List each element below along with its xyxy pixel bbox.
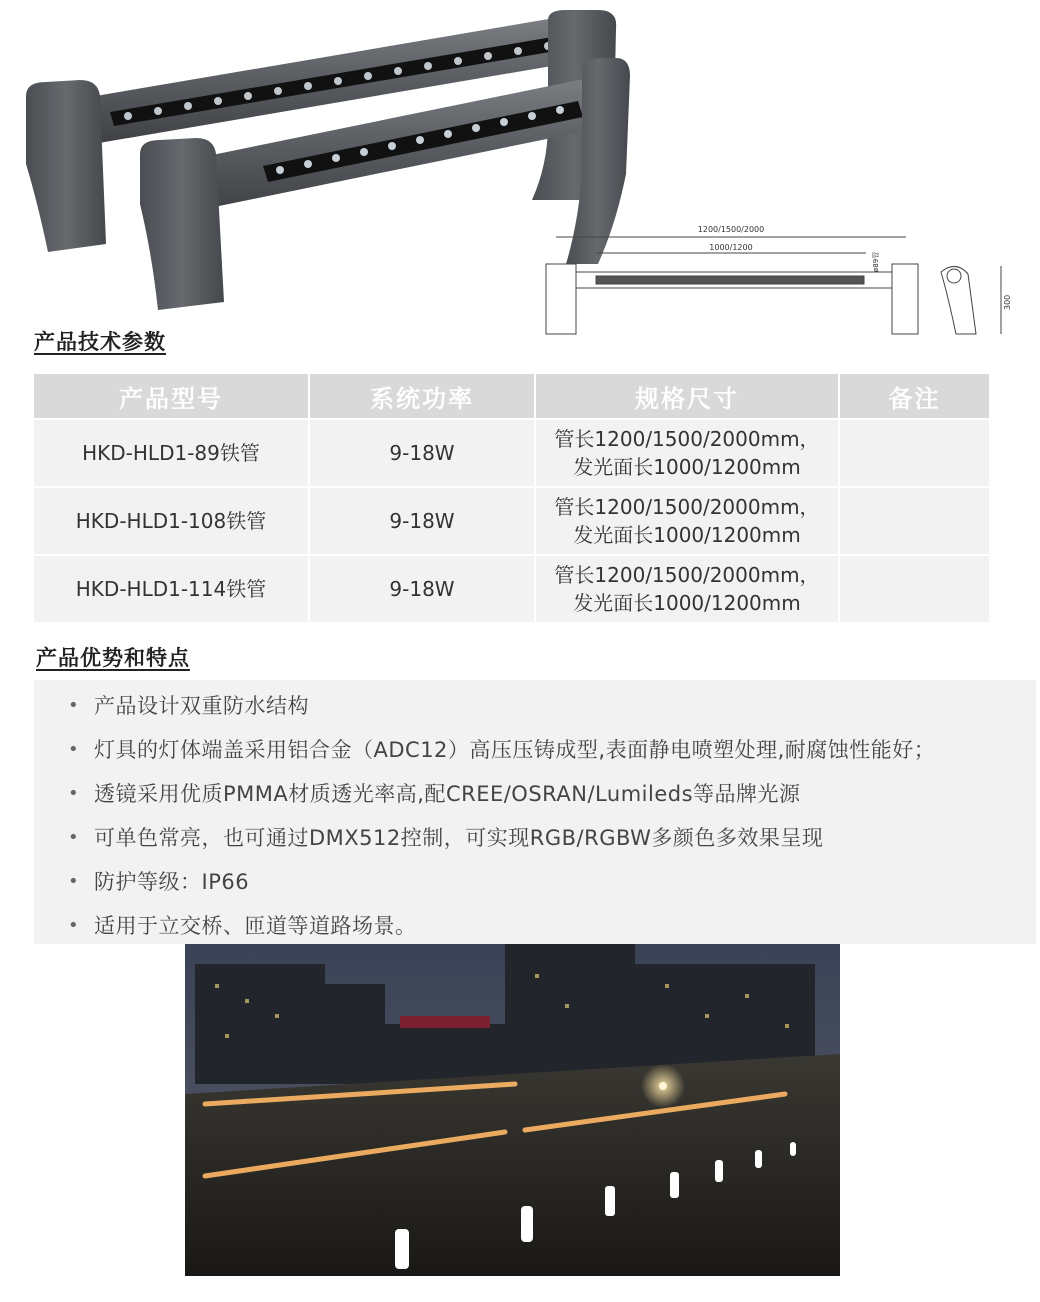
feature-text: 产品设计双重防水结构 bbox=[94, 694, 309, 718]
cell-note bbox=[840, 556, 989, 622]
list-item bbox=[34, 816, 1036, 860]
bullet: • bbox=[68, 871, 80, 892]
overall-length-label: 1200/1500/2000 bbox=[697, 225, 765, 234]
feature-text: 可单色常亮，也可通过DMX512控制，可实现RGB/RGBW多颜色多效果呈现 bbox=[94, 826, 824, 850]
bullet: • bbox=[68, 783, 80, 804]
cell-model: HKD-HLD1-114铁管 bbox=[34, 556, 308, 622]
header-power: 系统功率 bbox=[310, 374, 534, 418]
specs-section-title: 产品技术参数 bbox=[34, 330, 166, 354]
list-item bbox=[34, 728, 1036, 772]
table-row bbox=[34, 420, 989, 486]
list-item bbox=[34, 684, 1036, 728]
cell-power: 9-18W bbox=[310, 556, 534, 622]
bullet: • bbox=[68, 915, 80, 936]
cell-power: 9-18W bbox=[310, 488, 534, 554]
size-line-2: 发光面长1000/1200mm bbox=[573, 455, 801, 479]
header-size: 规格尺寸 bbox=[536, 374, 838, 418]
feature-text: 透镜采用优质PMMA材质透光率高,配CREE/OSRAN/Lumileds等品牌光源 bbox=[94, 782, 801, 806]
feature-text: 灯具的灯体端盖采用铝合金（ADC12）高压压铸成型,表面静电喷塑处理,耐腐蚀性能好； bbox=[94, 738, 936, 762]
features-box bbox=[34, 680, 1036, 944]
spec-table bbox=[32, 372, 991, 624]
cell-model: HKD-HLD1-108铁管 bbox=[34, 488, 308, 554]
list-item bbox=[34, 904, 1036, 948]
night-scene-photo bbox=[185, 944, 840, 1276]
light-length-label: 1000/1200 bbox=[709, 243, 753, 252]
bullet: • bbox=[68, 695, 80, 716]
size-line-2: 发光面长1000/1200mm bbox=[573, 523, 801, 547]
list-item bbox=[34, 860, 1036, 904]
cell-model: HKD-HLD1-89铁管 bbox=[34, 420, 308, 486]
cell-power: 9-18W bbox=[310, 420, 534, 486]
list-item bbox=[34, 772, 1036, 816]
size-line-2: 发光面长1000/1200mm bbox=[573, 591, 801, 615]
size-line-1: 管长1200/1500/2000mm， bbox=[554, 427, 820, 451]
cell-note bbox=[840, 488, 989, 554]
cell-note bbox=[840, 420, 989, 486]
size-line-1: 管长1200/1500/2000mm， bbox=[554, 495, 820, 519]
feature-text: 防护等级：IP66 bbox=[94, 870, 250, 894]
header-note: 备注 bbox=[840, 374, 989, 418]
size-line-1: 管长1200/1500/2000mm， bbox=[554, 563, 820, 587]
diameter-label: ø89管 bbox=[872, 251, 880, 272]
bullet: • bbox=[68, 739, 80, 760]
dimension-drawing bbox=[536, 216, 1016, 344]
cell-size bbox=[536, 420, 838, 486]
table-row bbox=[34, 556, 989, 622]
cell-size bbox=[536, 556, 838, 622]
feature-text: 适用于立交桥、匝道等道路场景。 bbox=[94, 914, 417, 938]
bullet: • bbox=[68, 827, 80, 848]
cell-size bbox=[536, 488, 838, 554]
table-row bbox=[34, 488, 989, 554]
features-list bbox=[34, 680, 1036, 948]
height-label: 300 bbox=[1003, 294, 1012, 310]
table-header-row bbox=[34, 374, 989, 418]
header-model: 产品型号 bbox=[34, 374, 308, 418]
features-section-title: 产品优势和特点 bbox=[36, 646, 190, 670]
